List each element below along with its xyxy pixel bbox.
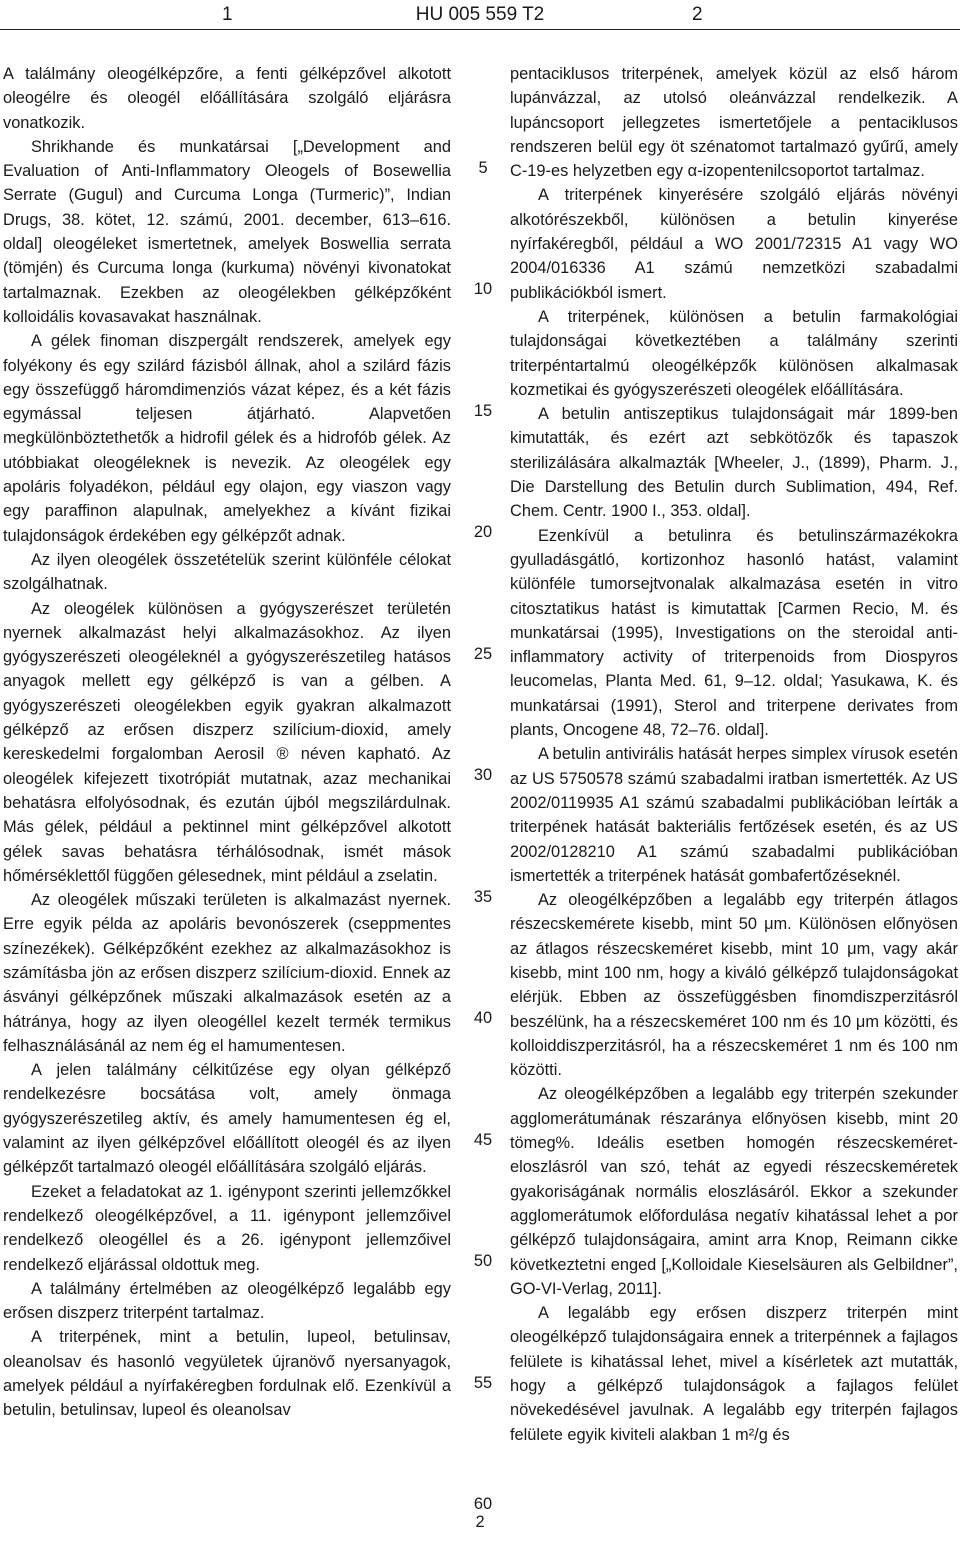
page-header [0, 0, 960, 28]
paragraph: pentaciklusos triterpének, amelyek közül az első három lupánvázzal, az utolsó oleánvázzal rendelkezik. A lupáncsoport jellegzetes ismertetőjele a pentaciklusos rendszeren belül egy öt szénatomot tartalmazó gyűrű, amely C-19-es helyzetben egy α-izopentenilcsoportot tartalmaz. [510, 65, 958, 181]
line-number: 45 [473, 1131, 493, 1149]
paragraph: Ezenkívül a betulinra és betulinszármazékokra gyulladásgátló, kortizonhoz hasonló hatást, valamint különféle tumorsejtvonalak alkalmazása esetén in vitro citosztatikus hatást is kimutattak [Carmen Recio, M. és munkatársai (1995), Investigations on the steroidal anti-inflammatory activity of triterpenoids from Diospyros leucomelas, Planta Med. 61, 9–12. oldal; Yasukawa, K. és munkatársai (1991), Sterol and triterpene derivates from plants, Oncogene 48, 72–76. oldal]. [510, 526, 958, 740]
page-number-left: 1 [222, 4, 233, 25]
paragraph: A triterpének, különösen a betulin farmakológiai tulajdonságai következtében a találmány szerinti triterpéntartalmú oleogélképzők különösen alkalmasak kozmetikai és gyógyszerészeti oleogélek előállítására. [510, 307, 958, 399]
paragraph: Az oleogélképzőben a legalább egy triterpén átlagos részecskemérete kisebb, mint 50 μm. Különösen előnyösen az átlagos részecskeméret kisebb, mint 10 μm, vagy akár kisebb, mint 100 nm, hogy a kiváló gélképző tulajdonságokat elérjük. Ebben az összefüggésben finomdiszperzitásról beszélünk, ha a részecskeméret 100 nm és 10 μm közötti, és kolloiddiszperzitásról, ha a részecskeméret 1 nm és 100 nm közötti. [510, 891, 958, 1080]
paragraph: A gélek finoman diszpergált rendszerek, amelyek egy folyékony és egy szilárd fázisból állnak, ahol a szilárd fázis egy összefüggő háromdimenziós vázat képez, és a két fázis egymással teljesen átjárható. Alapvetően megkülönböztethetők a hidrofil gélek és a hidrofób gélek. Az utóbbiakat oleogéleknek is nevezik. Az oleogélek egy apoláris folyadékon, például egy olajon, egy viaszon vagy egy paraffinon alapulnak, amelyekhez a kívánt fizikai tulajdonságok érdekében egy gélképzőt adnak. [3, 332, 451, 545]
paragraph: Az oleogélek műszaki területen is alkalmazást nyernek. Erre egyik példa az apoláris bevonószerek (cseppmentes színezékek). Gélképzőként ezekhez az alkalmazásokhoz is számításba jön az erősen diszperz szilícium-dioxid. Ennek az ásványi gélképzőnek műszaki alkalmazások esetén az a hátránya, hogy az ilyen oleogéllel kezelt termék termikus felhasználásánál az nem ég el hamumentesen. [3, 891, 451, 1055]
patent-number: HU 005 559 T2 [415, 4, 545, 25]
paragraph: Az oleogélképzőben a legalább egy triterpén szekunder agglomerátumának részaránya előnyösen kisebb, mint 20 tömeg%. Ideális esetben homogén részecskeméret-eloszlásról van szó, tehát az egyedi részecskeméretek gyakoriságának normális eloszlásáról. Ekkor a szekunder agglomerátumok előfordulása negatív kihatással lehet a por gélképző tulajdonságaira, amint arra Knop, Reimann cikke következtetni enged [„Kolloidale Kieselsäuren als Gelbildner”, GO-VI-Verlag, 2011]. [510, 1085, 958, 1298]
footer-page-number: 2 [475, 1513, 485, 1531]
line-number: 40 [473, 1009, 493, 1027]
paragraph: Ezeket a feladatokat az 1. igénypont szerinti jellemzőkkel rendelkező oleogélképzővel, a 11. igénypont jellemzőivel rendelkező oleogéllel és a 26. igénypont jellemzőivel rendelkező eljárással oldottuk meg. [3, 1182, 451, 1274]
paragraph: A betulin antivirális hatását herpes simplex vírusok esetén az US 5750578 számú szabadalmi iratban ismertették. Az US 2002/0119935 A1 számú szabadalmi publikációban leírták a triterpének hatását bakteriális fertőzések esetén, és az US 2002/0128210 A1 számú szabadalmi publikációban ismertették a triterpének hatását gombafertőzéseknél. [510, 745, 959, 885]
line-number: 35 [473, 888, 493, 906]
line-number: 5 [478, 159, 488, 177]
paragraph: A jelen találmány célkitűzése egy olyan gélképző rendelkezésre bocsátása volt, amely önmaga gyógyszerészetileg aktív, és amely hamumentesen ég el, valamint az ilyen gélképzővel előállított oleogél és az ilyen gélképzőt tartalmazó oleogél előállítására szolgáló eljárás. [3, 1061, 451, 1177]
paragraph: Shrikhande és munkatársai [„Development and Evaluation of Anti-Inflammatory Oleogels of Bosewellia Serrate (Gugul) and Curcuma Longa (Turmeric)”, Indian Drugs, 38. kötet, 12. számú, 2001. december, 613–616. oldal] oleogéleket ismertetnek, amelyek Boswellia serrata (tömjén) és Curcuma longa (kurkuma) növényi kivonatokat tartalmaznak. Ezekben az oleogélekben gélképzőként kolloidális kovasavakat használnak. [3, 137, 451, 326]
paragraph: A találmány oleogélképzőre, a fenti gélképzővel alkotott oleogélre és oleogél előállítására szolgáló eljárásra vonatkozik. [3, 65, 451, 132]
left-column [3, 62, 451, 1423]
header-divider [0, 29, 960, 30]
line-number: 30 [473, 766, 493, 784]
right-column [510, 62, 958, 1447]
paragraph: A betulin antiszeptikus tulajdonságait már 1899-ben kimutatták, és ezért azt sebkötözők és tapaszok sterilizálására alkalmazták [Wheeler, J., (1899), Pharm. J., Die Darstellung des Betulin durch Sublimation, 494, Ref. Chem. Centr. 1900 I., 353. oldal]. [510, 405, 958, 521]
page-number-right: 2 [692, 4, 703, 25]
paragraph: A legalább egy erősen diszperz triterpén mint oleogélképző tulajdonságaira ennek a triterpénnek a fajlagos felülete is kihatással lehet, mivel a kísérletek azt mutatták, hogy a gélképző tulajdonságok a fajlagos felület növekedésével javulnak. A legalább egy triterpén fajlagos felülete egyik kiviteli alakban 1 m²/g és [510, 1304, 958, 1444]
line-number: 10 [473, 280, 493, 298]
line-number: 20 [473, 523, 493, 541]
paragraph: Az oleogélek különösen a gyógyszerészet területén nyernek alkalmazást helyi alkalmazásokhoz. Az ilyen gyógyszerészeti oleogéleknél a gyógyszerészetileg hatásos anyagok mellett egy gélképző is van a gélben. A gyógyszerészeti oleogélekben egyik gyakran alkalmazott gélképző az erősen diszperz szilícium-dioxid, amely kereskedelmi forgalomban Aerosil ® néven kapható. Az oleogélek kifejezett tixotrópiát mutatnak, azaz mechanikai behatásra elfolyósodnak, és ezután újból megszilárdulnak. Más gélek, például a pektinnel mint gélképzővel alkotott gélek savas behatásra térhálósodnak, ismét mások hőmérséklettől függően gélesednek, mint például a zselatin. [3, 599, 451, 885]
page-footer [0, 1513, 960, 1532]
line-number: 60 [473, 1495, 493, 1513]
paragraph: A találmány értelmében az oleogélképző legalább egy erősen diszperz triterpént tartalmaz. [3, 1279, 451, 1323]
paragraph: A triterpének kinyerésére szolgáló eljárás növényi alkotórészekből, különösen a betulin kinyerése nyírfakéregből, például a WO 2001/72315 A1 vagy WO 2004/016336 A1 számú nemzetközi szabadalmi publikációkból ismert. [510, 186, 958, 302]
line-number: 15 [473, 402, 493, 420]
line-number: 50 [473, 1252, 493, 1270]
line-number: 55 [473, 1374, 493, 1392]
paragraph: Az ilyen oleogélek összetételük szerint különféle célokat szolgálhatnak. [3, 550, 451, 594]
paragraph: A triterpének, mint a betulin, lupeol, betulinsav, oleanolsav és hasonló vegyületek újranövő nyersanyagok, amelyek például a nyírfakéregben fordulnak elő. Ezenkívül a betulin, betulinsav, lupeol és oleanolsav [3, 1328, 451, 1420]
line-number: 25 [473, 645, 493, 663]
